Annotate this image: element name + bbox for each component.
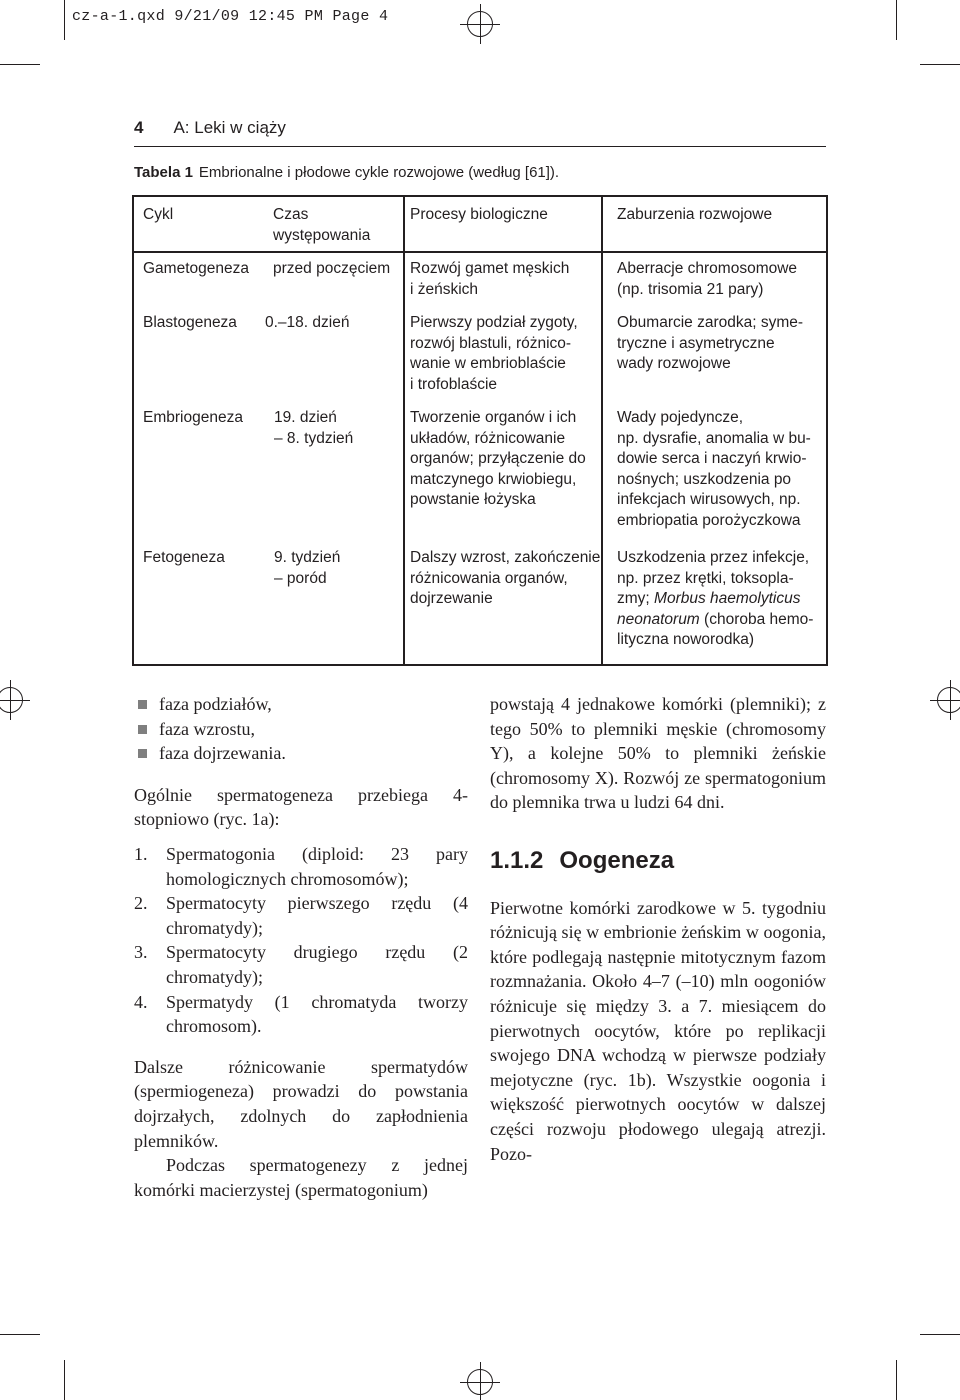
registration-mark-bottom bbox=[460, 1362, 500, 1400]
table-caption bbox=[134, 164, 559, 181]
table-cell: przed poczęciem bbox=[273, 260, 391, 277]
table-cell: 0.–18. dzień bbox=[265, 314, 350, 331]
table-cell: Obumarcie zarodka; syme- tryczne i asymetryczne wady rozwojowe bbox=[617, 314, 804, 372]
table-cell-mixed bbox=[617, 548, 813, 651]
paragraph: Pierwotne komórki zarodkowe w 5. tygodniu różnicują się w embrionie żeńskim w oogonia, które podlegają następnie mitotycznym fazom rozmnażania. Około 4–7 (–10) mln oogoniów różnicuje się między 3. a 7. miesiącem do pierwotnych oocytów, które po replikacji swojego DNA wchodzą w pierwsze podziały mejotyczne (ryc. 1b). Wszystkie oogonia i większość pierwotnych oocytów w dalszej części rozwoju płodowego ulegają atrezji. Pozo- bbox=[490, 897, 826, 1164]
development-cycles-table bbox=[132, 195, 828, 666]
table-header-cell: Zaburzenia rozwojowe bbox=[617, 206, 773, 223]
registration-mark-left bbox=[0, 680, 30, 720]
bullet-square-icon bbox=[138, 749, 147, 758]
table-cell: Fetogeneza bbox=[143, 549, 225, 566]
table-header-cell: Cykl bbox=[143, 206, 174, 223]
crop-mark bbox=[0, 1334, 40, 1335]
table-header-cell: Procesy biologiczne bbox=[410, 206, 548, 223]
table-cell: 19. dzień – 8. tydzień bbox=[274, 409, 354, 447]
paragraph: Podczas spermatogenezy z jednej komórki macierzystej (spermatogonium) bbox=[134, 1155, 468, 1200]
paragraph: Ogólnie spermatogeneza przebiega 4-stopniowo (ryc. 1a): bbox=[134, 784, 468, 830]
crop-mark bbox=[896, 0, 897, 40]
list-item: 1. Spermatogonia (diploid: 23 pary homologicznych chromosomów); bbox=[134, 843, 468, 889]
table-cell: Aberracje chromosomowe (np. trisomia 21 pary) bbox=[617, 260, 798, 298]
bullet-square-icon bbox=[138, 700, 147, 709]
table-cell-text: (choroba hemo- lityczna noworodka) bbox=[617, 610, 814, 648]
table-cell: 9. tydzień – poród bbox=[274, 549, 341, 587]
list-item: 2. Spermatocyty pierwszego rzędu (4 chromatydy); bbox=[134, 893, 468, 938]
crop-mark bbox=[64, 1360, 65, 1400]
table-column-rule bbox=[403, 197, 405, 664]
crop-mark bbox=[896, 1360, 897, 1400]
table-cell: Pierwszy podział zygoty, rozwój blastuli, różnico- wanie w embrioblaście i trofoblaście bbox=[410, 314, 578, 393]
table-label: Tabela 1 bbox=[134, 164, 193, 181]
section-heading bbox=[490, 846, 826, 874]
bullet-item: faza podziałów, bbox=[134, 692, 468, 717]
table-cell: Rozwój gamet męskich i żeńskich bbox=[410, 260, 570, 298]
table-cell-italic: Morbus haemolyticus neonatorum bbox=[617, 590, 801, 628]
registration-mark-top bbox=[460, 4, 500, 44]
table-header-cell: Czas występowania bbox=[273, 206, 371, 244]
paragraph: powstają 4 jednakowe komórki (plemniki); z tego 50% to plemniki męskie (chromosomy Y), a kolejne 50% to plemniki żeńskie (chromosomy X). Rozwój ze spermatogonium do plemnika trwa u ludzi 64 dni. bbox=[490, 694, 826, 813]
crop-mark bbox=[0, 64, 40, 65]
right-text-column bbox=[490, 692, 826, 1166]
list-item: 3. Spermatocyty drugiego rzędu (2 chromatydy); bbox=[134, 942, 468, 987]
table-cell-text: Uszkodzenia przez infekcje, np. przez krętki, toksopla- zmy; bbox=[617, 549, 810, 607]
bullet-square-icon bbox=[138, 725, 147, 734]
table-cell: Tworzenie organów i ich układów, różnicowanie organów; przyłączenie do matczynego krwiobiegu, powstanie łożyska bbox=[410, 409, 586, 508]
paragraph: Dalsze różnicowanie spermatydów (spermiogeneza) prowadzi do powstania dojrzałych, zdolnych do zapłodnienia plemników. bbox=[134, 1056, 468, 1151]
bullet-item: faza dojrzewania. bbox=[134, 741, 468, 766]
list-item: 4. Spermatydy (1 chromatyda tworzy chromosom). bbox=[134, 991, 468, 1037]
section-title: Oogeneza bbox=[559, 846, 675, 874]
numbered-list bbox=[134, 842, 468, 1039]
left-text-column bbox=[134, 692, 468, 1202]
chapter-title: A: Leki w ciąży bbox=[173, 118, 286, 137]
print-slug: cz-a-1.qxd 9/21/09 12:45 PM Page 4 bbox=[72, 8, 389, 25]
table-cell: Dalszy wzrost, zakończenie różnicowania organów, dojrzewanie bbox=[410, 549, 601, 607]
page-number: 4 bbox=[134, 118, 144, 137]
running-head bbox=[134, 118, 286, 138]
section-number: 1.1.2 bbox=[490, 846, 544, 874]
table-cell: Embriogeneza bbox=[143, 409, 243, 426]
header-rule bbox=[134, 146, 826, 147]
registration-mark-right bbox=[930, 680, 960, 720]
crop-mark bbox=[920, 64, 960, 65]
table-column-rule bbox=[601, 197, 603, 664]
bullet-item: faza wzrostu, bbox=[134, 717, 468, 742]
crop-mark bbox=[64, 0, 65, 40]
table-caption-text: Embrionalne i płodowe cykle rozwojowe (według [61]). bbox=[198, 164, 560, 181]
table-cell: Wady pojedyncze, np. dysrafie, anomalia w bu- dowie serca i naczyń krwio- nośnych; uszkodzenia po infekcjach wirusowych, np. embriopatia porożyczkowa bbox=[617, 409, 811, 529]
table-cell: Gametogeneza bbox=[143, 260, 249, 277]
table-header-rule bbox=[134, 251, 826, 253]
crop-mark bbox=[920, 1334, 960, 1335]
table-cell: Blastogeneza bbox=[143, 314, 237, 331]
